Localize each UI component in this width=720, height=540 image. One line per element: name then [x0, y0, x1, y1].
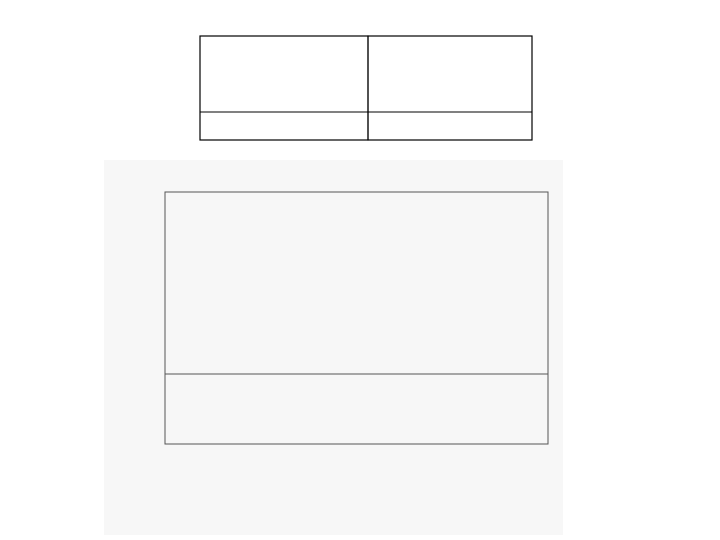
- corot-background: [104, 160, 563, 535]
